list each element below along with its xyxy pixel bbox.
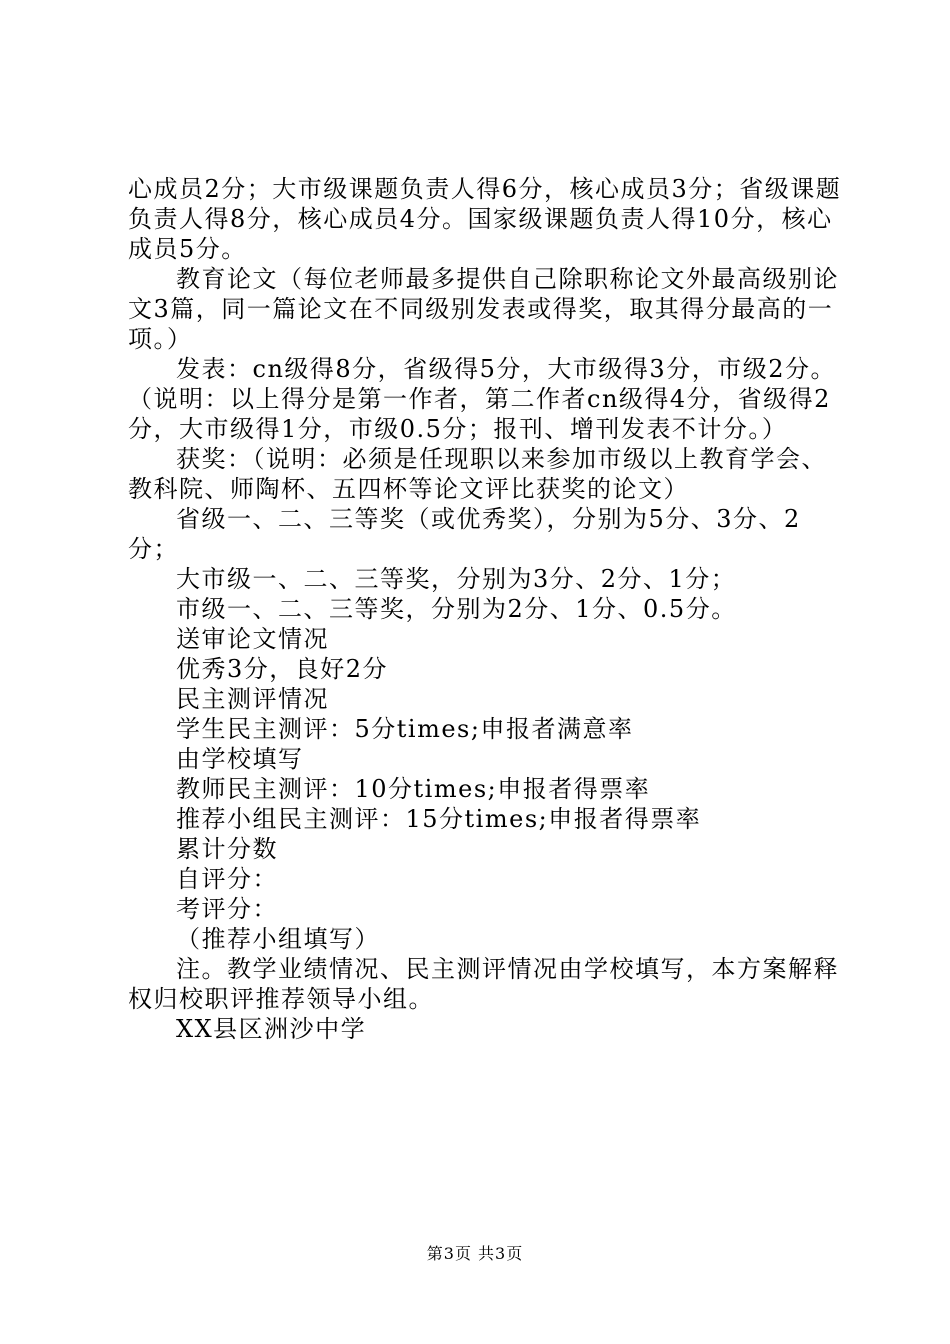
paragraph: 学生民主测评：5分times;申报者满意率 [176, 715, 634, 743]
paragraph: 教师民主测评：10分times;申报者得票率 [176, 775, 651, 803]
document-body [128, 174, 848, 1044]
paragraph: 推荐小组民主测评：15分times;申报者得票率 [176, 805, 702, 833]
paragraph: 优秀3分，良好2分 [176, 655, 389, 683]
paragraph: 注。教学业绩情况、民主测评情况由学校填写，本方案解释权归校职评推荐领导小组。 [128, 955, 839, 1013]
paragraph: 考评分： [176, 895, 278, 923]
paragraph: （推荐小组填写） [176, 925, 380, 953]
page-footer: 第3页 共3页 [426, 1244, 524, 1263]
paragraph: 市级一、二、三等奖，分别为2分、1分、0.5分。 [176, 595, 737, 623]
paragraph: 心成员2分；大市级课题负责人得6分，核心成员3分；省级课题负责人得8分，核心成员4分。国家级课题负责人得10分，核心成员5分。 [128, 175, 842, 263]
paragraph: 教育论文（每位老师最多提供自己除职称论文外最高级别论文3篇，同一篇论文在不同级别发表或得奖，取其得分最高的一项。） [128, 265, 839, 353]
paragraph: 自评分： [176, 865, 278, 893]
paragraph: 送审论文情况 [176, 625, 329, 653]
paragraph: 大市级一、二、三等奖，分别为3分、2分、1分； [176, 565, 737, 593]
paragraph: 省级一、二、三等奖（或优秀奖），分别为5分、3分、2分； [128, 505, 801, 563]
paragraph: 民主测评情况 [176, 685, 329, 713]
paragraph: 发表：cn级得8分，省级得5分，大市级得3分，市级2分。（说明：以上得分是第一作者，第二作者cn级得4分，省级得2分，大市级得1分，市级0.5分；报刊、增刊发表不计分。） [128, 355, 836, 443]
paragraph: XX县区洲沙中学 [176, 1015, 367, 1043]
paragraph: 由学校填写 [176, 745, 304, 773]
paragraph: 累计分数 [176, 835, 278, 863]
paragraph: 获奖：（说明：必须是任现职以来参加市级以上教育学会、教科院、师陶杯、五四杯等论文评比获奖的论文） [128, 445, 827, 503]
